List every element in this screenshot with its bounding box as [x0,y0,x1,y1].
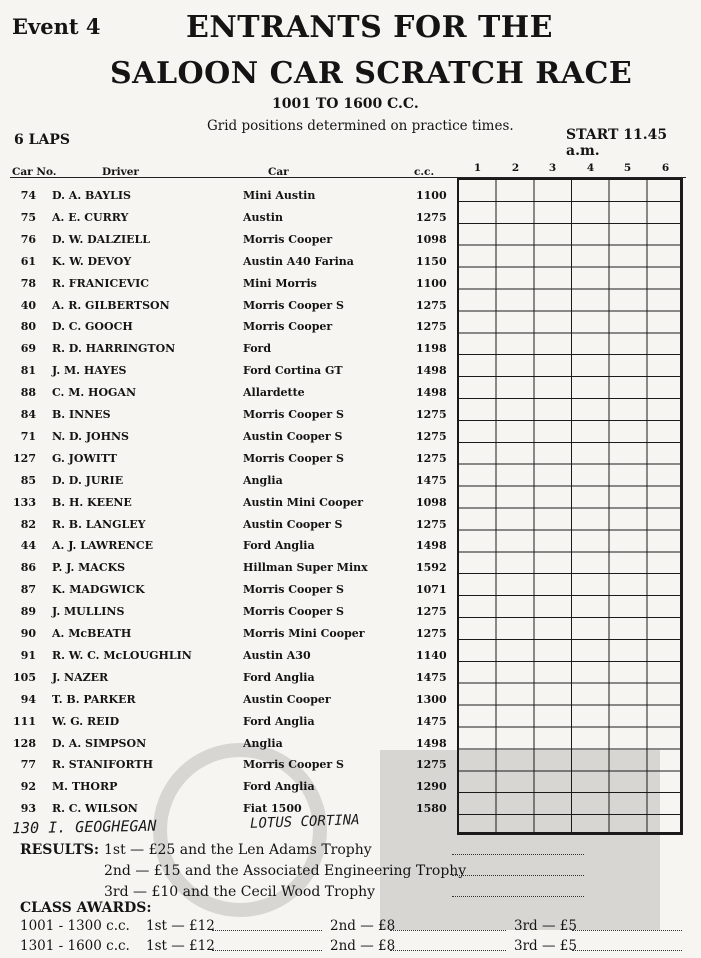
entrant-cc: 1498 [416,539,447,553]
entrant-cc: 1100 [416,189,447,202]
entrant-car: Morris Cooper S [243,451,344,465]
entrant-row [0,580,701,602]
entrant-row [0,383,701,405]
entrant-car-number: 80 [20,320,36,334]
entrant-driver: J. NAZER [52,670,109,684]
entrant-driver: C. M. HOGAN [52,386,137,400]
entrant-cc: 1498 [416,364,447,378]
entrant-car-number: 71 [20,429,36,443]
entrant-row [0,690,701,712]
entrant-car-number: 94 [20,692,36,706]
class-2-name: 1301 - 1600 c.c. [20,938,130,954]
entrant-car: Ford Anglia [243,714,315,728]
lap-header-3: 3 [548,162,557,174]
entrant-car-number: 61 [20,254,36,268]
entrant-driver: J. MULLINS [52,605,125,619]
entrant-driver: B. H. KEENE [52,495,132,509]
entrant-row [0,208,701,230]
entrant-car-number: 77 [20,758,36,772]
entrant-row [0,427,701,449]
entrant-row [0,558,701,580]
entrant-cc: 1275 [416,451,447,465]
entrant-cc: 1275 [416,408,447,421]
col-header-cc: c.c. [414,166,435,178]
entrant-car-number: 127 [13,451,36,465]
entrant-row [0,624,701,646]
entrant-cc: 1498 [416,736,447,750]
entrant-cc: 1275 [416,605,447,619]
entrant-row [0,712,701,734]
entrant-car-number: 88 [20,386,36,400]
entrant-car-number: 44 [20,539,36,553]
entrant-cc: 1150 [416,254,447,268]
entrant-row [0,317,701,339]
entrant-row [0,296,701,318]
handwritten-entrant: 130 I. GEOGHEGAN [11,816,157,838]
entrant-cc: 1475 [416,670,447,684]
entrant-row [0,536,701,558]
result-third-line [452,896,584,897]
entrant-cc: 1140 [416,648,447,662]
entrant-cc: 1198 [416,342,447,356]
entrant-cc: 1275 [416,758,447,772]
entrant-driver: R. FRANICEVIC [52,276,150,290]
entrant-driver: G. JOWITT [52,451,117,465]
entrant-car-number: 91 [20,648,36,662]
entrant-cc: 1275 [416,429,447,443]
entrant-driver: R. D. HARRINGTON [52,342,176,356]
entrant-car: Morris Cooper S [243,408,344,421]
entrant-driver: D. C. GOOCH [52,320,133,334]
entrant-row [0,186,701,208]
result-second-line [452,875,584,876]
entrant-car: Morris Cooper S [243,605,344,619]
entrant-cc: 1475 [416,714,447,728]
entrant-car-number: 78 [20,276,36,290]
entrant-row [0,230,701,252]
entrant-cc: 1100 [416,276,447,290]
entrant-cc: 1275 [416,517,447,531]
entrant-car-number: 81 [20,364,36,378]
result-third: 3rd — £10 and the Cecil Wood Trophy [104,884,376,900]
entrant-row [0,668,701,690]
class-1-first-line [212,930,322,931]
entrant-car: Anglia [243,473,283,487]
lap-header-1: 1 [473,162,482,174]
entrant-car: Austin [243,210,283,224]
entrant-car: Hillman Super Minx [243,561,368,575]
entrant-row [0,361,701,383]
lap-header-2: 2 [511,162,520,174]
entrant-car-number: 128 [13,736,36,750]
entrant-car: Ford [243,342,272,356]
lap-header-4: 4 [586,162,595,174]
entrant-driver: D. D. JURIE [52,473,124,487]
entrant-car-number: 92 [20,780,36,794]
entrant-car-number: 90 [20,627,36,640]
entrant-car-number: 86 [20,561,36,575]
entrant-cc: 1290 [416,780,447,794]
entrant-cc: 1475 [416,473,447,487]
entrant-car-number: 75 [20,210,36,224]
col-header-driver: Driver [102,166,139,178]
laps-count: 6 LAPS [14,132,70,148]
entrant-driver: A. McBEATH [52,627,132,640]
entrant-driver: A. E. CURRY [52,210,129,224]
entrant-cc: 1098 [416,232,447,246]
page-title-line-2: SALOON CAR SCRATCH RACE [110,56,633,91]
entrant-car-number: 87 [20,583,36,597]
class-1-second: 2nd — £8 [330,918,396,934]
entrant-car: Ford Cortina GT [243,364,343,378]
entrant-car-number: 82 [20,517,36,531]
entrant-driver: W. G. REID [52,714,120,728]
entrant-row [0,734,701,756]
class-awards-label: CLASS AWARDS: [20,900,152,916]
entrant-driver: A. R. GILBERTSON [52,298,170,312]
result-second: 2nd — £15 and the Associated Engineering Trophy [104,863,467,879]
entrant-car: Morris Cooper S [243,298,344,312]
entrant-car-number: 84 [20,408,36,421]
entrant-cc: 1071 [416,583,447,597]
entrant-car-number: 85 [20,473,36,487]
entrant-car: Fiat 1500 [243,802,302,816]
class-2-third-line [572,950,682,951]
entrant-car-number: 133 [13,495,36,509]
entrant-car: Austin A30 [243,648,311,662]
class-2-third: 3rd — £5 [514,938,577,954]
result-first: 1st — £25 and the Len Adams Trophy [104,842,372,858]
entrant-row [0,252,701,274]
entrant-car-number: 69 [20,342,36,356]
entrant-driver: T. B. PARKER [52,692,136,706]
results-label: RESULTS: [20,842,100,858]
result-first-line [452,854,584,855]
col-header-car-no: Car No. [12,166,57,178]
entrant-driver: D. A. BAYLIS [52,189,131,202]
class-1-first: 1st — £12 [146,918,215,934]
entrant-car-number: 111 [13,714,36,728]
entrant-row [0,274,701,296]
handwritten-car: LOTUS CORTINA [249,812,360,832]
entrant-cc: 1592 [416,561,447,575]
entrant-car: Ford Anglia [243,670,315,684]
start-time: START 11.45 a.m. [566,127,668,159]
entrant-driver: N. D. JOHNS [52,429,129,443]
entrant-driver: M. THORP [52,780,118,794]
class-2-second: 2nd — £8 [330,938,396,954]
class-2-second-line [390,950,506,951]
entrant-car-number: 76 [20,232,36,246]
entrant-row [0,755,701,777]
entrant-cc: 1498 [416,386,447,400]
class-2-first: 1st — £12 [146,938,215,954]
entrant-car: Austin Cooper S [243,517,343,531]
entrant-driver: R. STANIFORTH [52,758,153,772]
entrant-driver: D. W. DALZIELL [52,232,150,246]
entrant-car: Anglia [243,736,283,750]
entrant-driver: D. A. SIMPSON [52,736,147,750]
entrant-driver: R. B. LANGLEY [52,517,146,531]
entrant-car: Ford Anglia [243,539,315,553]
entrant-car-number: 105 [13,670,36,684]
entrant-row [0,602,701,624]
entrant-car: Austin Mini Cooper [243,495,364,509]
entrant-car: Morris Cooper [243,232,333,246]
entrant-driver: R. C. WILSON [52,802,138,816]
entrant-car-number: 40 [20,298,36,312]
entrant-car: Morris Cooper S [243,758,344,772]
entrant-driver: K. MADGWICK [52,583,145,597]
class-1-name: 1001 - 1300 c.c. [20,918,130,934]
class-2-first-line [212,950,322,951]
entrant-car-number: 74 [20,189,36,202]
entrant-car: Austin Cooper [243,692,331,706]
entrant-driver: R. W. C. McLOUGHLIN [52,648,192,662]
col-header-car: Car [268,166,289,178]
entrant-driver: J. M. HAYES [52,364,127,378]
entrant-car: Allardette [243,386,305,400]
entrant-cc: 1098 [416,495,447,509]
entrant-car: Morris Cooper S [243,583,344,597]
entrant-driver: P. J. MACKS [52,561,126,575]
entrant-row [0,493,701,515]
entrant-cc: 1300 [416,692,447,706]
entrant-row [0,471,701,493]
entrant-cc: 1275 [416,320,447,334]
entrant-row [0,515,701,537]
entrant-row [0,646,701,668]
entrant-driver: B. INNES [52,408,111,421]
entrant-car: Ford Anglia [243,780,315,794]
entrant-row [0,339,701,361]
entrant-car: Mini Austin [243,189,316,202]
entrant-car: Austin A40 Farina [243,254,354,268]
entrant-car-number: 93 [20,802,36,816]
entrant-driver: K. W. DEVOY [52,254,132,268]
lap-header-6: 6 [661,162,670,174]
entrant-row [0,449,701,471]
page-title-line-1: ENTRANTS FOR THE [186,10,554,45]
entrant-cc: 1580 [416,802,447,816]
engine-class-subtitle: 1001 TO 1600 C.C. [272,96,419,112]
class-1-third: 3rd — £5 [514,918,577,934]
entrant-row [0,405,701,427]
entrant-driver: A. J. LAWRENCE [52,539,153,553]
class-1-third-line [572,930,682,931]
entrant-car: Austin Cooper S [243,429,343,443]
event-number: Event 4 [12,14,101,39]
entrant-car: Morris Mini Cooper [243,627,365,640]
entrant-cc: 1275 [416,210,447,224]
entrant-car: Morris Cooper [243,320,333,334]
entrant-cc: 1275 [416,298,447,312]
entrant-car-number: 89 [20,605,36,619]
lap-header-5: 5 [623,162,632,174]
grid-note: Grid positions determined on practice times. [207,118,514,134]
class-1-second-line [390,930,506,931]
entrant-car: Mini Morris [243,276,317,290]
entrant-cc: 1275 [416,627,447,640]
entrant-row [0,777,701,799]
